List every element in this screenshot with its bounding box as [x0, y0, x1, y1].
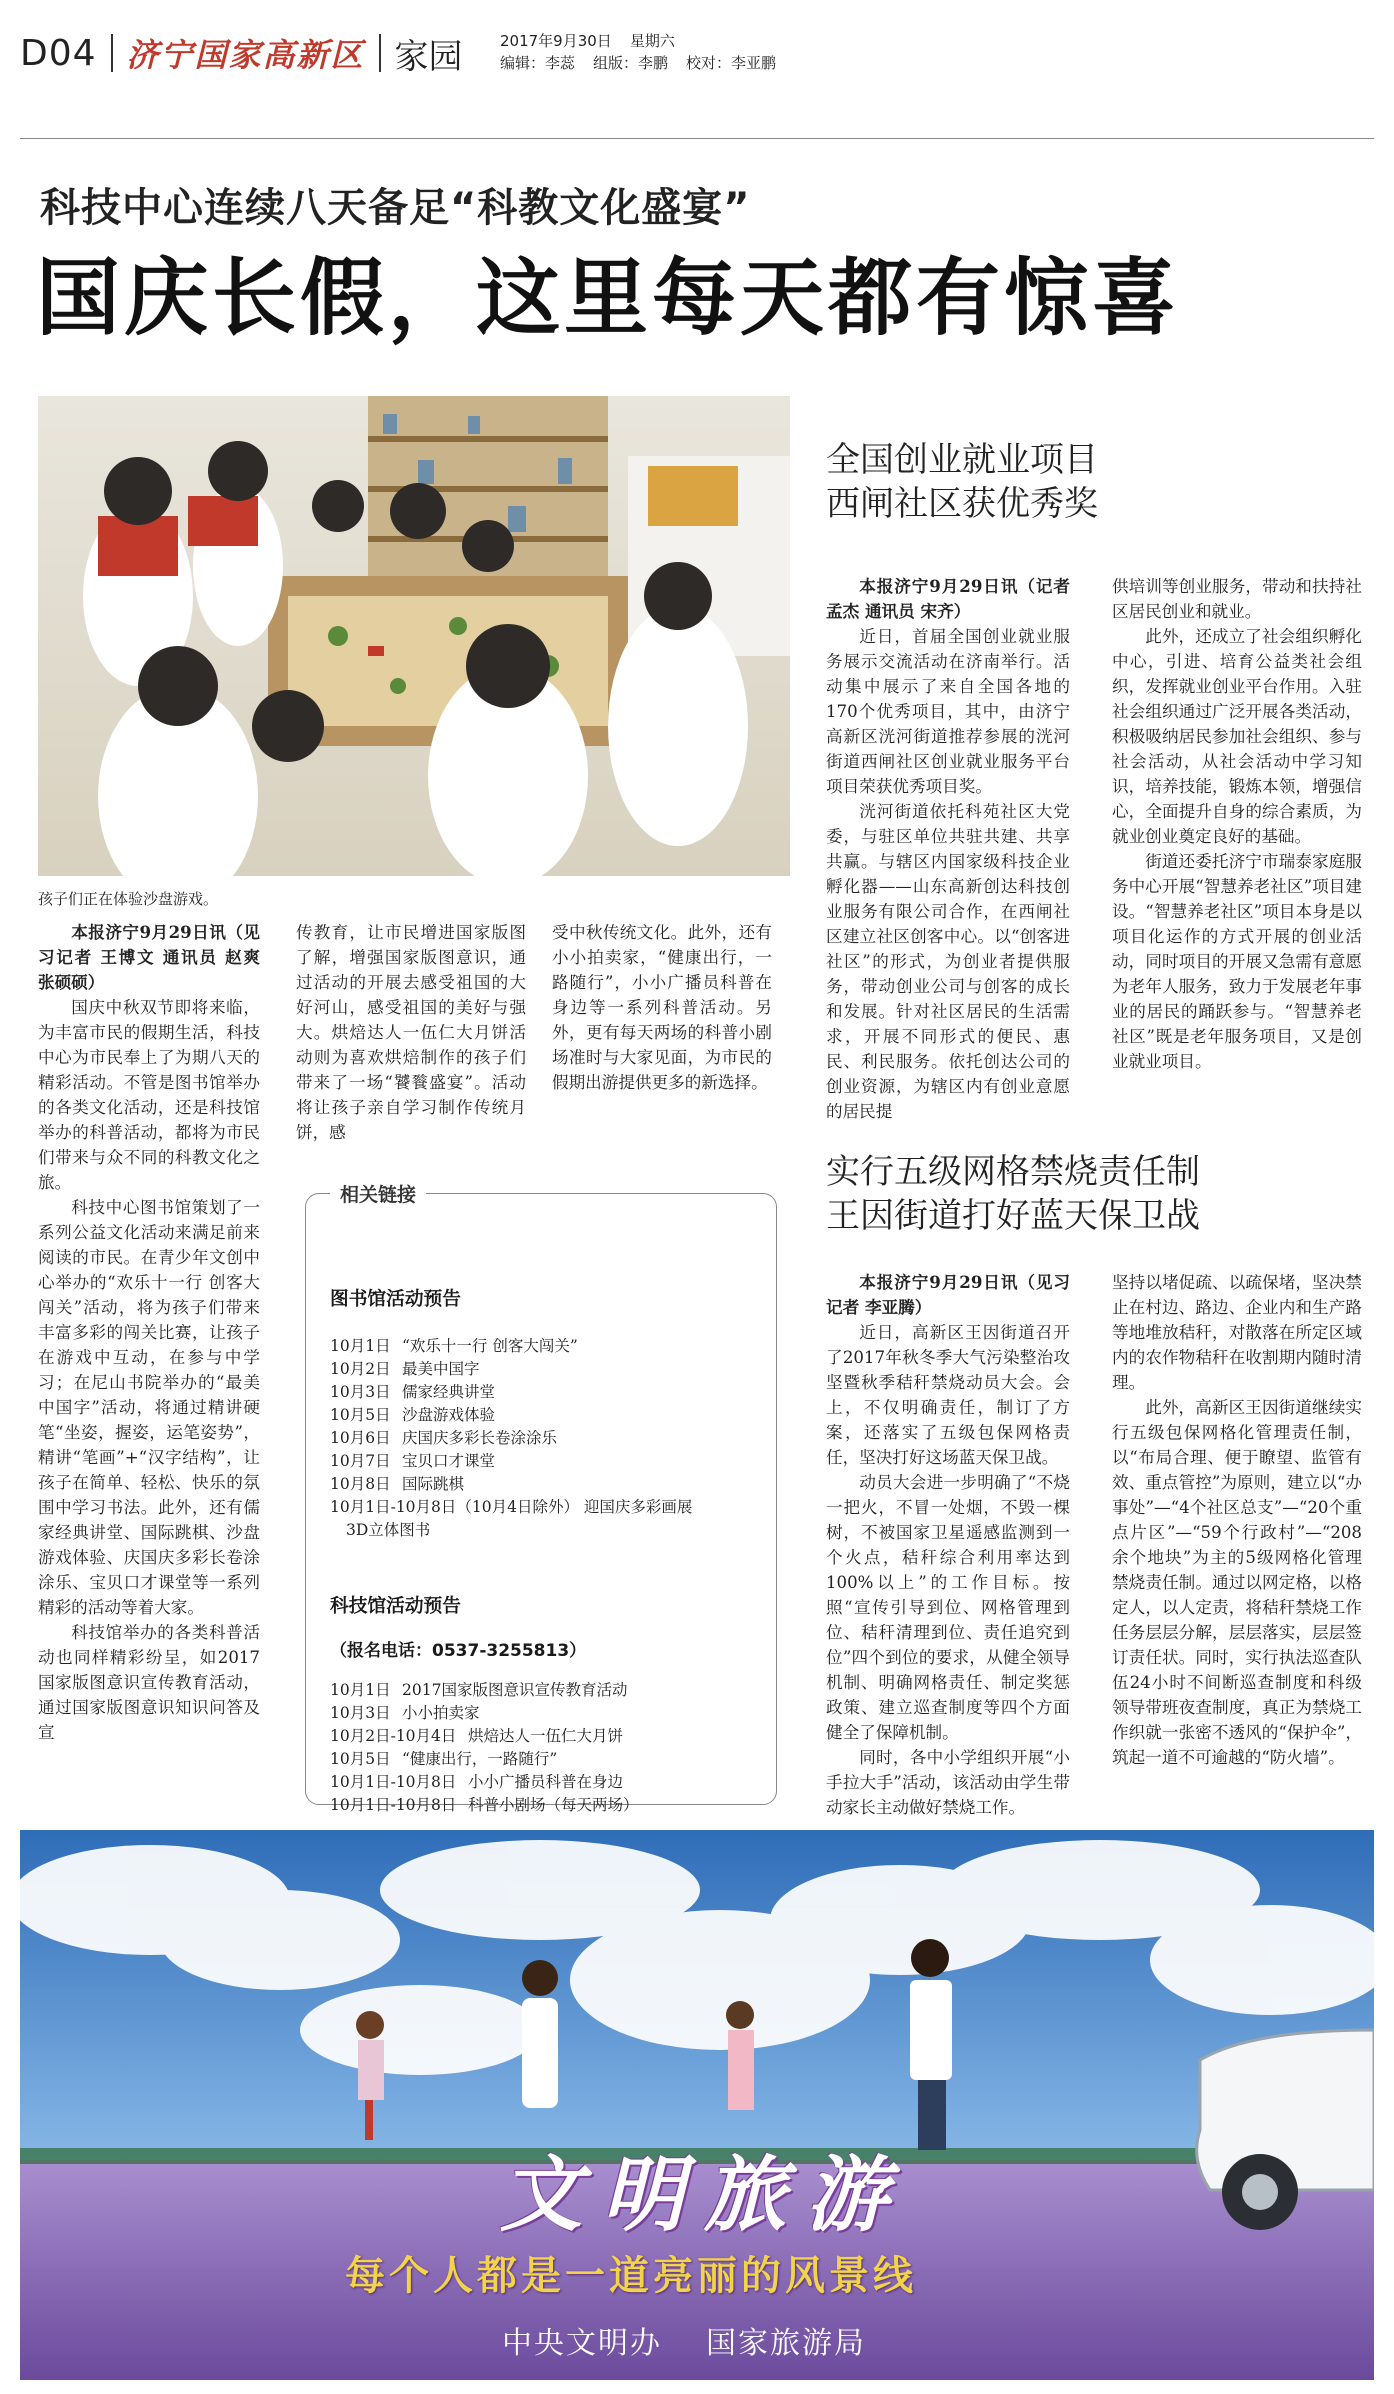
children-sandbox-photo [38, 396, 790, 876]
science-list [330, 1679, 760, 1817]
library-list [330, 1335, 760, 1542]
masthead-rule [20, 138, 1374, 139]
story2-column-2 [1112, 574, 1362, 1074]
ad-title: 文明旅游 [500, 2147, 908, 2243]
main-story-paragraph: 国庆中秋双节即将来临，为丰富市民的假期生活，科技中心为市民奉上了为期八天的精彩活动。不管是图书馆举办的各类文化活动，还是科技馆举办的科普活动，都将为市民们带来与众不同的科教文化之旅。 [38, 998, 260, 1192]
story3-lead: 本报济宁9月29日讯（见习记者 李亚腾） [826, 1272, 1070, 1317]
story2-paragraph: 洸河街道依托科苑社区大党委，与驻区单位共驻共建、共享共赢。与辖区内国家级科技企业孵化器——山东高新创达科技创业服务有限公司合作，在西闸社区建立社区创客中心。以“创客进社区”的形式，为创业者提供服务，带动创业公司与创客的成长和发展。针对社区居民的生活需求，开展不同形式的便民、惠民、利民服务。依托创达公司的创业资源，为辖区内有创业意愿的居民提 [826, 802, 1070, 1121]
photo-caption: 孩子们正在体验沙盘游戏。 [38, 890, 219, 908]
story3-paragraph: 近日，高新区王因街道召开了2017年秋冬季大气污染整治攻坚暨秋季秸秆禁烧动员大会。会上，不仅明确责任，制订了方案，还落实了五级包保网格责任，坚决打好这场蓝天保卫战。 [826, 1323, 1070, 1467]
civilized-travel-ad [20, 1830, 1374, 2380]
schedule-row: 10月8日 国际跳棋 [330, 1474, 465, 1493]
schedule-row: 10月2日-10月4日 烘焙达人一伍仁大月饼 [330, 1727, 624, 1746]
ad-sponsor: 国家旅游局 [706, 2326, 866, 2361]
story3-title-line: 王因街道打好蓝天保卫战 [826, 1196, 1200, 1236]
ad-sponsor: 中央文明办 [502, 2326, 662, 2361]
schedule-row: 10月2日 最美中国字 [330, 1359, 480, 1378]
science-title: 科技馆活动预告 [330, 1595, 461, 1617]
schedule-row: 10月7日 宝贝口才课堂 [330, 1451, 496, 1470]
main-story-column-2 [296, 920, 526, 1145]
page-number: D04 [20, 32, 97, 74]
ad-slogan: 每个人都是一道亮丽的风景线 [345, 2253, 917, 2299]
schedule-row: 10月1日-10月8日 小小广播员科普在身边 [330, 1773, 624, 1792]
related-links-tag: 相关链接 [330, 1180, 426, 1207]
story2-title-line: 全国创业就业项目 [826, 440, 1098, 480]
story3-column-1 [826, 1270, 1070, 1820]
story3-paragraph: 同时，各中小学组织开展“小手拉大手”活动，该活动由学生带动家长主动做好禁烧工作。 [826, 1748, 1070, 1817]
ad-sponsors [480, 2318, 888, 2362]
story3-headline [826, 1150, 1200, 1238]
story2-paragraph: 近日，首届全国创业就业服务展示交流活动在济南举行。活动集中展示了来自全国各地的170个优秀项目，其中，由济宁高新区洸河街道推荐参展的洸河街道西闸社区创业就业服务平台项目荣获优秀项目奖。 [826, 627, 1070, 796]
story2-paragraph: 此外，还成立了社会组织孵化中心，引进、培育公益类社会组织，发挥就业创业平台作用。入驻社会组织通过广泛开展各类活动，积极吸纳居民参加社会组织、参与社会活动，从社会活动中学习知识，培养技能，锻炼本领，增强信心，全面提升自身的综合素质，为就业创业奠定良好的基础。 [1112, 627, 1362, 846]
main-story-column-1 [38, 920, 260, 1745]
story3-paragraph: 此外，高新区王因街道继续实行五级包保网格化管理责任制，以“布局合理、便于瞭望、监管有效、重点管控”为原则，建立以“办事处”—“4个社区总支”—“20个重点片区”—“59个行政村”—“208余个地块”为主的5级网格化管理禁烧责任制。通过以网定格，以格定人，以人定责，将秸秆禁烧工作任务层层分解，层层落实，层层签订责任状。同时，实行执法巡查队伍24小时不间断巡查制度和科级领导带班夜查制度，真正为禁烧工作织就一张密不透风的“保护伞”，筑起一道不可逾越的“防火墙”。 [1112, 1398, 1362, 1767]
proof-credit: 校对：李亚鹏 [686, 54, 777, 72]
schedule-row: 10月5日 “健康出行，一路随行” [330, 1750, 558, 1769]
schedule-row: 10月3日 小小拍卖家 [330, 1704, 480, 1723]
main-story-paragraph: 科技中心图书馆策划了一系列公益文化活动来满足前来阅读的市民。在青少年文创中心举办的“欢乐十一行 创客大闯关”活动，将为孩子们带来丰富多彩的闯关比赛，让孩子在游戏中互动，在参与中学习；在尼山书院举办的“最美中国字”活动，将通过精讲硬笔“坐姿，握姿，运笔姿势”，精讲“笔画”+“汉字结构”，让孩子在简单、轻松、快乐的氛围中学习书法。此外，还有儒家经典讲堂、国际跳棋、沙盘游戏体验、庆国庆多彩长卷涂涂乐、宝贝口才课堂等一系列精彩的活动等着大家。 [38, 1198, 260, 1617]
layout-credit: 组版：李鹏 [593, 54, 669, 72]
story3-column-2 [1112, 1270, 1362, 1770]
library-title: 图书馆活动预告 [330, 1288, 461, 1310]
masthead [20, 30, 463, 76]
main-story-lead: 本报济宁9月29日讯（见习记者 王博文 通讯员 赵爽 张硕硕） [38, 922, 260, 992]
story3-title-line: 实行五级网格禁烧责任制 [826, 1152, 1200, 1192]
masthead-divider [379, 34, 381, 72]
story2-paragraph: 街道还委托济宁市瑞泰家庭服务中心开展“智慧养老社区”项目建设。“智慧养老社区”项目本身是以项目化运作的方式开展的创业活动，同时项目的开展又急需有意愿为老年人服务，致力于发展老年事业的居民的踊跃参与。“智慧养老社区”既是老年服务项目，又是创业就业项目。 [1112, 852, 1362, 1071]
story2-lead: 本报济宁9月29日讯（记者 孟杰 通讯员 宋齐） [826, 576, 1070, 621]
schedule-row: 10月1日-10月8日 科普小剧场（每天两场） [330, 1796, 639, 1815]
masthead-divider [111, 34, 113, 72]
issue-meta [500, 30, 794, 74]
newspaper-brand: 济宁国家高新区 [126, 36, 365, 74]
story3-paragraph: 坚持以堵促疏、以疏保堵，坚决禁止在村边、路边、企业内和生产路等地堆放秸秆，对散落在所定区域内的农作物秸秆在收割期内随时清理。 [1112, 1273, 1362, 1392]
main-story-column-3 [552, 920, 772, 1095]
story2-title-line: 西闸社区获优秀奖 [826, 484, 1098, 524]
main-story-paragraph: 科技馆举办的各类科普活动也同样精彩纷呈，如2017国家版图意识宣传教育活动，通过国家版图意识知识问答及宣 [38, 1623, 260, 1742]
main-headline: 国庆长假，这里每天都有惊喜 [36, 249, 1181, 347]
issue-date: 2017年9月30日 [500, 32, 612, 50]
main-subheadline: 科技中心连续八天备足“科教文化盛宴” [40, 185, 751, 231]
science-schedule [330, 1572, 760, 1817]
schedule-row: 3D立体图书 [346, 1520, 431, 1539]
schedule-row: 10月1日 “欢乐十一行 创客大闯关” [330, 1336, 578, 1355]
story2-headline [826, 438, 1098, 526]
main-story-paragraph: 传教育，让市民增进国家版图了解，增强国家版图意识，通过活动的开展去感受祖国的大好河山，感受祖国的美好与强大。烘焙达人一伍仁大月饼活动则为喜欢烘焙制作的孩子们带来了一场“饕餮盛宴”。活动将让孩子亲自学习制作传统月饼，感 [296, 923, 526, 1142]
story3-paragraph: 动员大会进一步明确了“不烧一把火，不冒一处烟，不毁一棵树，不被国家卫星遥感监测到一个火点，秸秆综合利用率达到100%以上”的工作目标。按照“宣传引导到位、网格管理到位、秸秆清理到位、责任追究到位”四个到位的要求，从健全领导机制、明确网格责任、制定奖惩政策、建立巡查制度等四个方面健全了保障机制。 [826, 1473, 1070, 1742]
schedule-row: 10月6日 庆国庆多彩长卷涂涂乐 [330, 1428, 558, 1447]
story2-column-1 [826, 574, 1070, 1124]
section-name: 家园 [394, 36, 463, 77]
editor-credit: 编辑：李蕊 [500, 54, 576, 72]
schedule-row: 10月5日 沙盘游戏体验 [330, 1405, 496, 1424]
schedule-row: 10月1日-10月8日（10月4日除外） 迎国庆多彩画展 [330, 1497, 693, 1516]
issue-weekday: 星期六 [629, 32, 675, 50]
story-photo [38, 396, 790, 876]
story2-paragraph: 供培训等创业服务，带动和扶持社区居民创业和就业。 [1112, 577, 1362, 621]
schedule-row: 10月1日 2017国家版图意识宣传教育活动 [330, 1681, 628, 1700]
main-story-paragraph: 受中秋传统文化。此外，还有小小拍卖家，“健康出行，一路随行”，小小广播员科普在身边等一系列科普活动。另外，更有每天两场的科普小剧场准时与大家见面，为市民的假期出游提供更多的新选择。 [552, 923, 772, 1092]
science-phone: （报名电话：0537-3255813） [330, 1641, 587, 1662]
schedule-row: 10月3日 儒家经典讲堂 [330, 1382, 496, 1401]
library-schedule [330, 1265, 760, 1542]
